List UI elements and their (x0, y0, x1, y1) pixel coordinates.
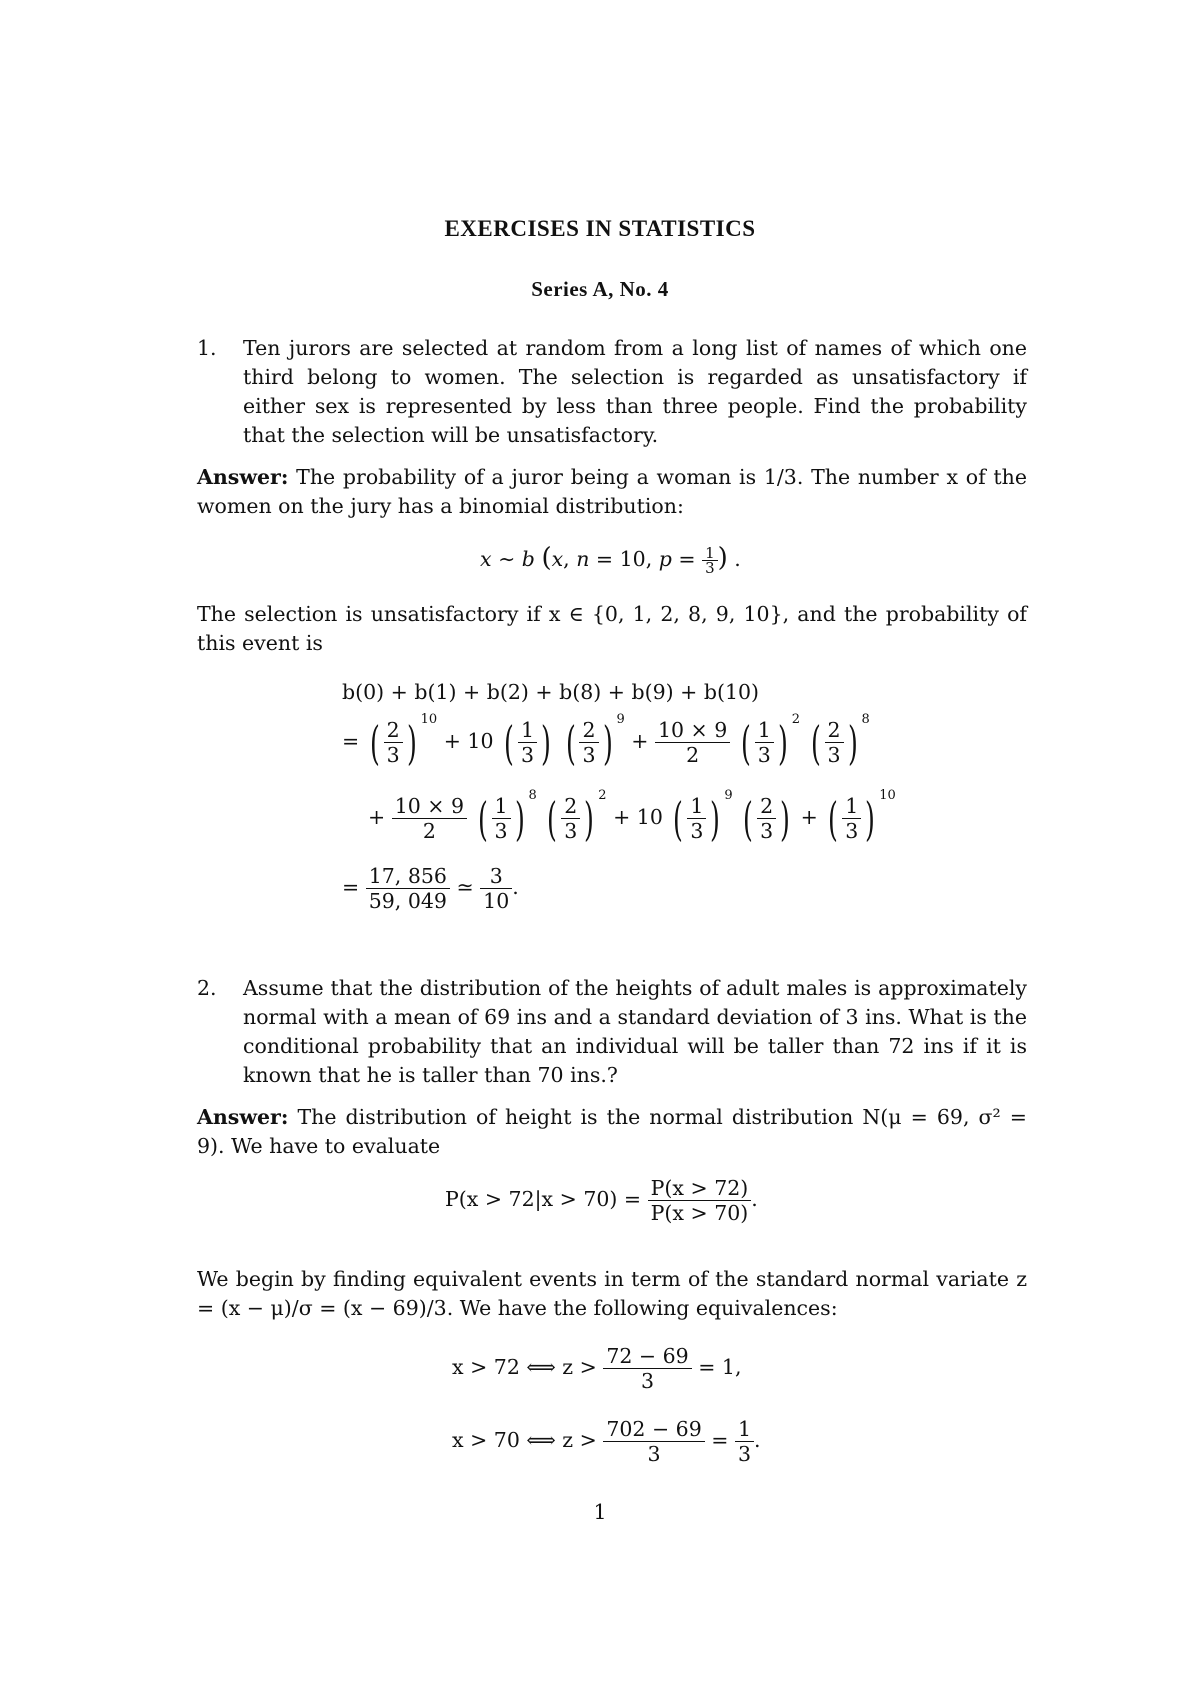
conditional-probability-equation: P(x > 72|x > 70) = $\frac{P(x > 72)}{P(x > 70)}$ . (445, 1176, 758, 1225)
answer-2-standardize: We begin by finding equivalent events in term of the standard normal variate z = (x − μ)/σ = (x − 69)/3. We have the following equivalences: (197, 1267, 1027, 1320)
expansion-line-1: = ( $\frac{2}{3}$ ) $^{10}$ + 10 ( $\frac{1}{3}$ ) ( $\frac{2}{3}$ ) $^9$ + $\frac{10 \times 9}{2}$ ( $\frac{1}{3}$ ) $^2$ ( $\frac{2}{3}$ ) $^8$ (342, 712, 870, 770)
probability-result: = $\frac{17, 856}{59, 049}$ ≃ $\frac{3}{10}$ . (342, 864, 519, 913)
answer-2-text: The distribution of height is the normal distribution N(μ = 69, σ² = 9). We have to evaluate (197, 1105, 1027, 1158)
binomial-equation: x ∼ b (x, n = 10, p = $\frac{1}{3}$ ) . (480, 543, 741, 577)
question-1-text: Ten jurors are selected at random from a long list of names of which one third belong to women. The selection is regarded as unsatisfactory if either sex is represented by less than three people. Find the probability that the selection will be unsatisfactory. (243, 336, 1027, 447)
question-2-text: Assume that the distribution of the heights of adult males is approximately normal with a mean of 69 ins and a standard deviation of 3 ins. What is the conditional probability that an individual will be taller than 72 ins if it is known that he is taller than 70 ins.? (243, 976, 1027, 1087)
page-subtitle: Series A, No. 4 (531, 277, 669, 301)
expansion-line-2: + $\frac{10 \times 9}{2}$ ( $\frac{1}{3}$ ) $^8$ ( $\frac{2}{3}$ ) $^2$ + 10 ( $\frac{1}{3}$ ) $^9$ ( $\frac{2}{3}$ ) + ( $\frac{1}{3}$ ) $^{10}$ (368, 788, 896, 846)
question-2-number: 2. (197, 976, 217, 1000)
answer-1-event: The selection is unsatisfactory if x ∈ {0, 1, 2, 8, 9, 10}, and the probability of this event is (197, 602, 1027, 655)
page-title: EXERCISES IN STATISTICS (444, 216, 756, 241)
equivalence-1: x > 72 ⟺ z > $\frac{72 - 69}{3}$ = 1, (452, 1344, 742, 1393)
answer-1-intro (197, 463, 1027, 521)
equivalence-2: x > 70 ⟺ z > $\frac{702 - 69}{3}$ = $\frac{1}{3}$ . (452, 1417, 761, 1466)
question-1-number: 1. (197, 336, 217, 360)
question-2 (197, 974, 1027, 1090)
page-number: 1 (593, 1500, 607, 1524)
answer-1-text: The probability of a juror being a woman is 1/3. The number x of the women on the jury has a binomial distribution: (197, 465, 1027, 518)
answer-2-label: Answer: (197, 1105, 289, 1129)
answer-1-label: Answer: (197, 465, 289, 489)
question-1 (197, 334, 1027, 450)
answer-2-intro (197, 1103, 1027, 1161)
probability-sum: b(0) + b(1) + b(2) + b(8) + b(9) + b(10) (342, 680, 760, 704)
